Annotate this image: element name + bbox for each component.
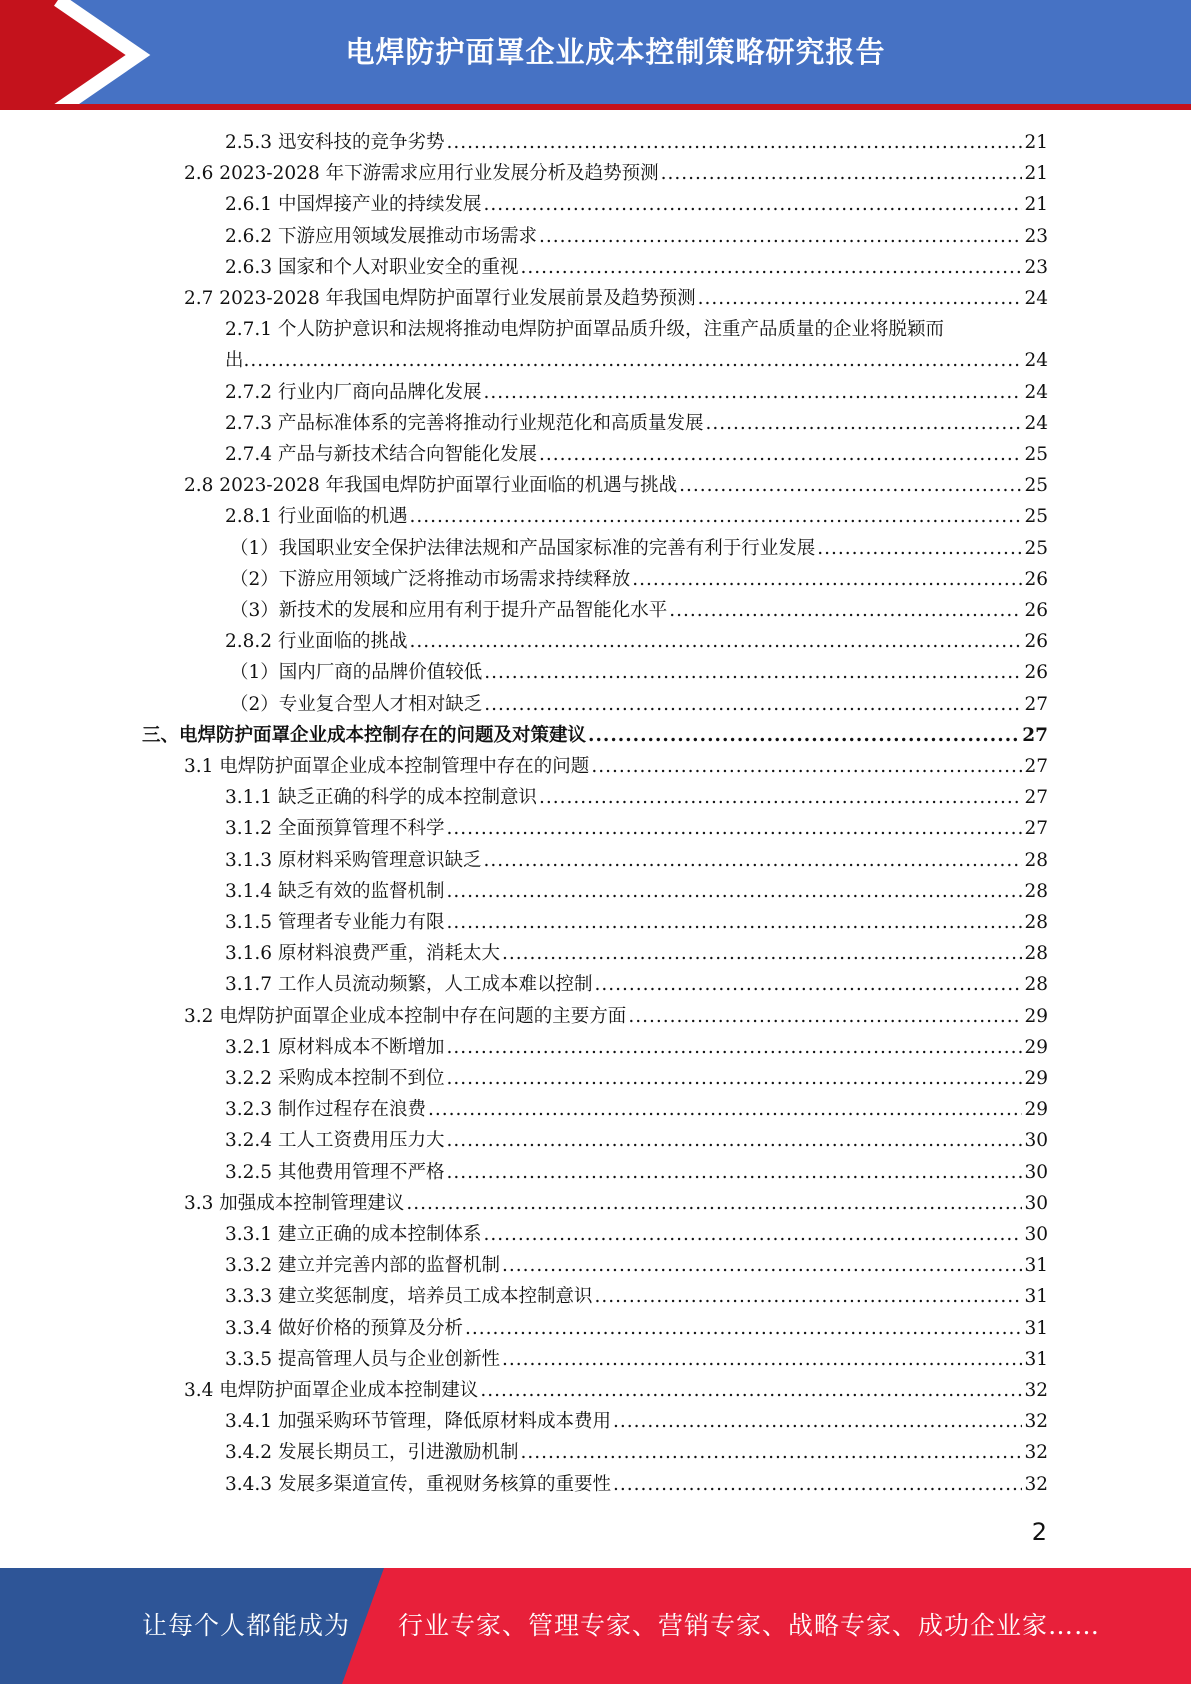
toc-entry-title: 2.8.1 行业面临的机遇 — [225, 506, 408, 528]
toc-entry[interactable] — [225, 626, 1048, 657]
toc-entry[interactable] — [225, 1094, 1048, 1125]
toc-entry-page: 25 — [1024, 506, 1048, 528]
toc-entry-title: 3.3.4 做好价格的预算及分析 — [225, 1317, 463, 1339]
toc-leader-dots — [446, 1032, 1022, 1063]
toc-entry[interactable] — [184, 751, 1048, 782]
toc-entry-title: 2.7.3 产品标准体系的完善将推动行业规范化和高质量发展 — [225, 412, 704, 434]
toc-entry-page: 28 — [1024, 880, 1048, 902]
toc-entry-title: 3.3.5 提高管理人员与企业创新性 — [225, 1348, 500, 1370]
toc-entry[interactable] — [225, 907, 1048, 938]
toc-entry-page: 26 — [1024, 600, 1048, 621]
toc-entry[interactable] — [184, 1375, 1048, 1406]
toc-entry-page: 30 — [1024, 1161, 1048, 1183]
toc-entry-page: 23 — [1024, 225, 1048, 247]
toc-leader-dots — [483, 845, 1022, 876]
toc-entry[interactable] — [225, 1344, 1048, 1375]
toc-entry-page: 30 — [1024, 1192, 1048, 1214]
toc-entry[interactable] — [230, 533, 1048, 564]
toc-entry-title: 3.4 电焊防护面罩企业成本控制建议 — [184, 1380, 479, 1401]
toc-entry-page: 27 — [1024, 818, 1048, 840]
toc-entry[interactable] — [230, 689, 1048, 720]
toc-entry[interactable] — [184, 470, 1048, 501]
toc-entry-page: 26 — [1024, 631, 1048, 653]
toc-entry-page: 29 — [1024, 1099, 1048, 1121]
toc-leader-dots — [588, 720, 1020, 751]
toc-entry-title: 3.3.2 建立并完善内部的监督机制 — [225, 1255, 500, 1277]
toc-leader-dots — [446, 127, 1022, 158]
toc-leader-dots — [446, 813, 1022, 844]
toc-entry-title: 2.6.2 下游应用领域发展推动市场需求 — [225, 225, 537, 247]
toc-leader-dots — [483, 1219, 1022, 1250]
toc-entry[interactable] — [225, 813, 1048, 844]
toc-leader-dots — [594, 969, 1022, 1000]
toc-leader-dots — [428, 1094, 1022, 1125]
toc-leader-dots — [484, 689, 1022, 720]
toc-entry[interactable] — [225, 1032, 1048, 1063]
toc-entry-page: 26 — [1024, 568, 1048, 590]
toc-entry-title: （1）国内厂商的品牌价值较低 — [230, 662, 483, 684]
toc-entry[interactable] — [225, 439, 1048, 470]
toc-leader-dots — [409, 501, 1022, 532]
toc-entry-title: 2.5.3 迅安科技的竞争劣势 — [225, 132, 445, 153]
toc-entry-page: 29 — [1024, 1005, 1048, 1027]
toc-entry-title: 2.8.2 行业面临的挑战 — [225, 631, 408, 653]
toc-entry-title: 三、电焊防护面罩企业成本控制存在的问题及对策建议 — [142, 724, 587, 746]
toc-entry-page: 28 — [1024, 912, 1048, 933]
toc-entry-page: 31 — [1024, 1317, 1048, 1339]
toc-entry-title: 3.4.3 发展多渠道宣传，重视财务核算的重要性 — [225, 1473, 611, 1495]
toc-entry-title: 3.4.2 发展长期员工，引进激励机制 — [225, 1442, 519, 1464]
toc-entry[interactable] — [230, 657, 1048, 688]
toc-entry[interactable] — [230, 595, 1048, 626]
toc-entry-page: 25 — [1024, 475, 1048, 497]
toc-entry-page: 23 — [1024, 256, 1048, 278]
toc-entry[interactable] — [225, 1250, 1048, 1281]
toc-entry-title: （1）我国职业安全保护法律法规和产品国家标准的完善有利于行业发展 — [230, 537, 816, 559]
toc-entry-title: 3.4.1 加强采购环节管理，降低原材料成本费用 — [225, 1411, 611, 1433]
toc-entry-page: 31 — [1024, 1286, 1048, 1308]
toc-entry-page: 24 — [1024, 288, 1048, 309]
toc-leader-dots — [632, 564, 1022, 595]
toc-entry-title: 3.1.5 管理者专业能力有限 — [225, 912, 445, 933]
toc-entry-page: 27 — [1024, 756, 1048, 777]
toc-entry-title: 3.2 电焊防护面罩企业成本控制中存在问题的主要方面 — [184, 1005, 627, 1027]
toc-leader-dots — [446, 1125, 1022, 1156]
toc-entry-page: 32 — [1024, 1411, 1048, 1433]
toc-entry-title: 3.2.4 工人工资费用压力大 — [225, 1130, 445, 1152]
toc-leader-dots — [594, 1281, 1022, 1312]
toc-entry-title: 2.7 2023-2028 年我国电焊防护面罩行业发展前景及趋势预测 — [184, 288, 696, 309]
toc-entry-page: 29 — [1024, 1068, 1048, 1089]
toc-leader-dots — [446, 907, 1022, 938]
toc-entry-page: 32 — [1024, 1380, 1048, 1401]
toc-entry[interactable] — [225, 127, 1048, 158]
toc-entry[interactable] — [225, 408, 1048, 439]
toc-leader-dots — [446, 876, 1022, 907]
toc-entry[interactable] — [225, 314, 1048, 345]
toc-leader-dots — [502, 1344, 1022, 1375]
toc-entry-title: 3.1.3 原材料采购管理意识缺乏 — [225, 849, 482, 871]
toc-entry-page: 21 — [1024, 194, 1048, 216]
toc-entry[interactable] — [225, 345, 1048, 376]
toc-entry-title: 3.3.1 建立正确的成本控制体系 — [225, 1224, 482, 1245]
toc-entry-title: 3.1.4 缺乏有效的监督机制 — [225, 880, 445, 902]
toc-leader-dots — [669, 595, 1022, 626]
toc-entry-page: 25 — [1024, 537, 1048, 559]
toc-entry[interactable] — [225, 501, 1048, 532]
toc-entry-title: 3.1 电焊防护面罩企业成本控制管理中存在的问题 — [184, 756, 590, 777]
toc-entry-title: 2.7.4 产品与新技术结合向智能化发展 — [225, 444, 537, 465]
toc-entry-title: 3.2.1 原材料成本不断增加 — [225, 1036, 445, 1058]
toc-leader-dots — [480, 1375, 1022, 1406]
toc-leader-dots — [406, 1188, 1022, 1219]
toc-entry-title: 3.1.6 原材料浪费严重，消耗太大 — [225, 943, 500, 965]
toc-entry[interactable] — [184, 158, 1048, 189]
toc-entry-title: （3）新技术的发展和应用有利于提升产品智能化水平 — [230, 600, 668, 621]
toc-leader-dots — [520, 1437, 1022, 1468]
toc-leader-dots — [539, 221, 1022, 252]
toc-entry[interactable] — [225, 938, 1048, 969]
toc-entry[interactable] — [225, 969, 1048, 1000]
toc-entry-page: 32 — [1024, 1442, 1048, 1464]
toc-leader-dots — [705, 408, 1022, 439]
toc-entry-page: 32 — [1024, 1473, 1048, 1495]
toc-entry-page: 25 — [1024, 444, 1048, 465]
toc-entry-title: 3.1.2 全面预算管理不科学 — [225, 818, 445, 840]
toc-entry-title: 2.6.1 中国焊接产业的持续发展 — [225, 194, 482, 216]
toc-leader-dots — [613, 1406, 1022, 1437]
toc-leader-dots — [465, 1313, 1022, 1344]
toc-entry-page: 30 — [1024, 1224, 1048, 1245]
toc-leader-dots — [446, 1063, 1022, 1094]
toc-entry[interactable] — [225, 221, 1048, 252]
toc-entry[interactable] — [142, 720, 1048, 751]
toc-leader-dots — [409, 626, 1022, 657]
toc-entry[interactable] — [225, 1406, 1048, 1437]
toc-leader-dots — [539, 439, 1022, 470]
toc-leader-dots — [628, 1001, 1022, 1032]
toc-entry[interactable] — [225, 845, 1048, 876]
toc-entry[interactable] — [225, 1469, 1048, 1500]
toc-entry-title: 2.7.1 个人防护意识和法规将推动电焊防护面罩品质升级，注重产品质量的企业将脱颖而 — [225, 319, 944, 341]
toc-leader-dots — [484, 657, 1022, 688]
toc-entry-page: 29 — [1024, 1036, 1048, 1058]
toc-entry-title: 2.6.3 国家和个人对职业安全的重视 — [225, 256, 519, 278]
toc-leader-dots — [244, 345, 1023, 376]
toc-entry[interactable] — [225, 1125, 1048, 1156]
toc-entry[interactable] — [225, 189, 1048, 220]
toc-entry[interactable] — [225, 876, 1048, 907]
toc-entry-title: （2）下游应用领域广泛将推动市场需求持续释放 — [230, 568, 631, 590]
footer-slogan-right: 行业专家、管理专家、营销专家、战略专家、成功企业家…… — [398, 1611, 1101, 1640]
toc-entry-page: 28 — [1024, 974, 1048, 996]
toc-entry-page: 27 — [1024, 787, 1048, 809]
toc-leader-dots — [591, 751, 1022, 782]
toc-leader-dots — [698, 283, 1023, 314]
toc-entry-title: 2.6 2023-2028 年下游需求应用行业发展分析及趋势预测 — [184, 163, 659, 185]
toc-entry-page: 30 — [1024, 1130, 1048, 1152]
toc-leader-dots — [539, 782, 1022, 813]
document-title: 电焊防护面罩企业成本控制策略研究报告 — [345, 34, 886, 69]
toc-leader-dots — [502, 938, 1022, 969]
page-number: 2 — [1031, 1518, 1047, 1546]
page-header — [0, 0, 1191, 110]
toc-entry-title: 2.7.2 行业内厂商向品牌化发展 — [225, 381, 482, 403]
page-footer — [0, 1568, 1191, 1684]
toc-entry[interactable] — [225, 1437, 1048, 1468]
toc-entry-title: 3.2.3 制作过程存在浪费 — [225, 1099, 426, 1121]
toc-entry-page: 24 — [1024, 350, 1048, 372]
toc-leader-dots — [446, 1157, 1022, 1188]
toc-entry[interactable] — [225, 1281, 1048, 1312]
toc-entry[interactable] — [230, 564, 1048, 595]
toc-entry-page: 21 — [1024, 132, 1048, 153]
toc-entry-title: 3.3 加强成本控制管理建议 — [184, 1192, 405, 1214]
toc-leader-dots — [483, 377, 1022, 408]
toc-entry-title: 3.2.2 采购成本控制不到位 — [225, 1068, 445, 1089]
toc-entry-title: （2）专业复合型人才相对缺乏 — [230, 693, 483, 715]
toc-entry[interactable] — [225, 1157, 1048, 1188]
toc-entry[interactable] — [225, 252, 1048, 283]
toc-entry-page: 27 — [1024, 693, 1048, 715]
toc-entry-page: 26 — [1024, 662, 1048, 684]
toc-entry-page: 28 — [1024, 943, 1048, 965]
toc-entry-page: 31 — [1024, 1255, 1048, 1277]
footer-slogan-left: 让每个人都能成为 — [142, 1611, 351, 1640]
toc-leader-dots — [613, 1469, 1022, 1500]
toc-leader-dots — [817, 533, 1022, 564]
toc-entry-page: 27 — [1022, 724, 1048, 746]
toc-entry-page: 21 — [1024, 163, 1048, 185]
toc-entry[interactable] — [225, 1313, 1048, 1344]
toc-entry-page: 31 — [1024, 1348, 1048, 1370]
toc-entry[interactable] — [184, 1188, 1048, 1219]
toc-leader-dots — [679, 470, 1022, 501]
toc-entry-page: 24 — [1024, 412, 1048, 434]
toc-entry-page: 24 — [1024, 381, 1048, 403]
toc-entry[interactable] — [225, 1063, 1048, 1094]
toc-leader-dots — [520, 252, 1022, 283]
toc-leader-dots — [661, 158, 1023, 189]
toc-leader-dots — [483, 189, 1022, 220]
toc-entry-title: 3.1.1 缺乏正确的科学的成本控制意识 — [225, 787, 537, 809]
toc-leader-dots — [502, 1250, 1022, 1281]
toc-entry[interactable] — [184, 1001, 1048, 1032]
toc-entry-title: 3.1.7 工作人员流动频繁，人工成本难以控制 — [225, 974, 593, 996]
toc-entry-page: 28 — [1024, 849, 1048, 871]
toc-entry[interactable] — [184, 283, 1048, 314]
toc-entry-title: 3.2.5 其他费用管理不严格 — [225, 1161, 445, 1183]
toc-entry-title: 2.8 2023-2028 年我国电焊防护面罩行业面临的机遇与挑战 — [184, 475, 678, 497]
toc-entry-title: 出 — [225, 350, 244, 372]
toc-entry-title: 3.3.3 建立奖惩制度，培养员工成本控制意识 — [225, 1286, 593, 1308]
toc-entry[interactable] — [225, 377, 1048, 408]
toc-entry[interactable] — [225, 1219, 1048, 1250]
toc-entry[interactable] — [225, 782, 1048, 813]
